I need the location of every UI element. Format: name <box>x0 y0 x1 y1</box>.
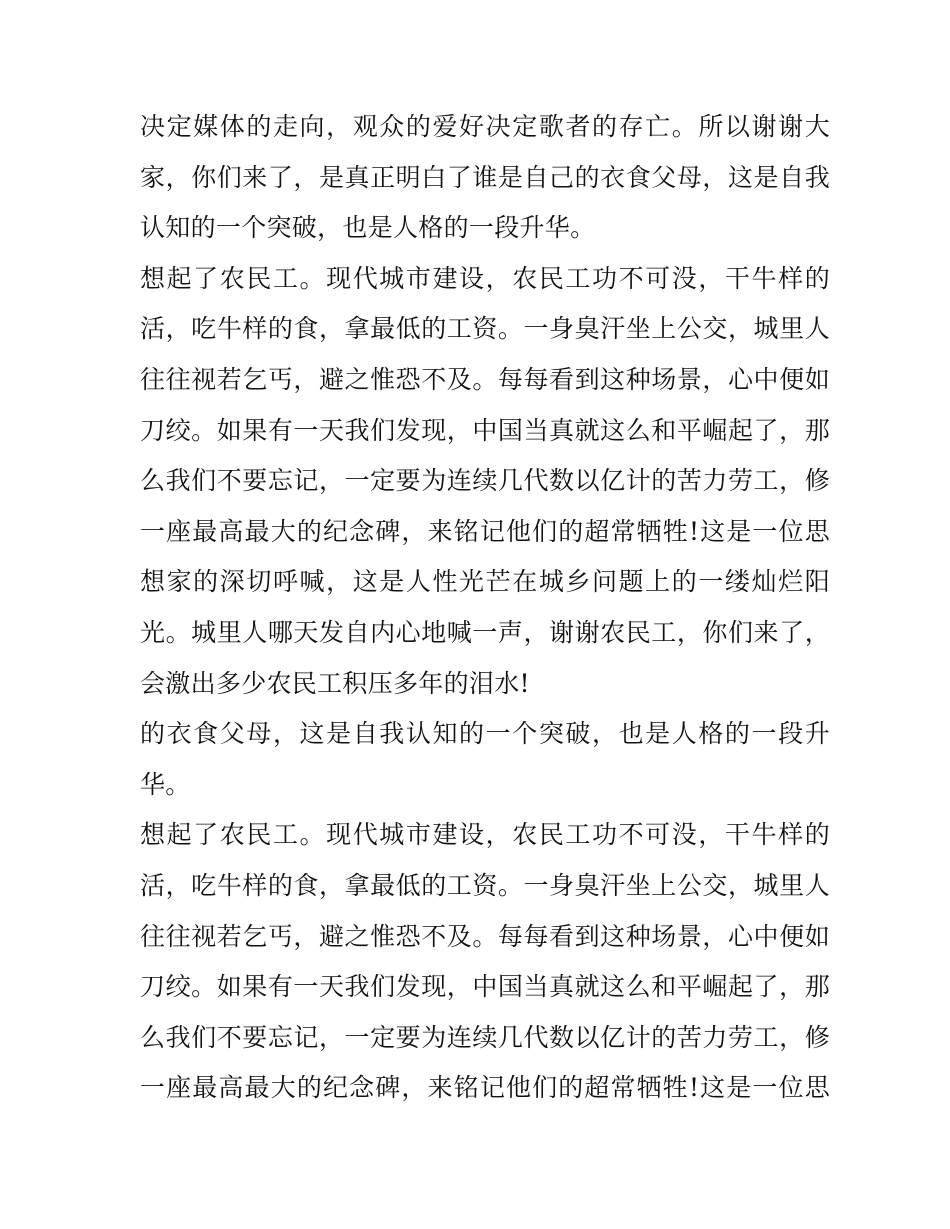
text-line-19: 么我们不要忘记，一定要为连续几代数以亿计的苦力劳工，修 <box>140 1022 830 1052</box>
body-text <box>140 102 830 1114</box>
text-line-2: 家，你们来了，是真正明白了谁是自己的衣食父母，这是自我 <box>140 162 830 192</box>
text-line-3: 认知的一个突破，也是人格的一段升华。 <box>140 213 596 243</box>
text-line-17: 往往视若乞丐，避之惟恐不及。每每看到这种场景，心中便如 <box>140 921 830 951</box>
text-line-11: 光。城里人哪天发自内心地喊一声，谢谢农民工，你们来了， <box>140 617 830 647</box>
text-line-18: 刀绞。如果有一天我们发现，中国当真就这么和平崛起了，那 <box>140 972 830 1002</box>
text-line-8: 么我们不要忘记，一定要为连续几代数以亿计的苦力劳工，修 <box>140 466 830 496</box>
text-line-20: 一座最高最大的纪念碑，来铭记他们的超常牺牲!这是一位思 <box>140 1073 830 1103</box>
text-line-16: 活，吃牛样的食，拿最低的工资。一身臭汗坐上公交，城里人 <box>140 870 830 900</box>
text-line-4: 想起了农民工。现代城市建设，农民工功不可没，干牛样的 <box>140 263 830 293</box>
text-line-9: 一座最高最大的纪念碑，来铭记他们的超常牺牲!这是一位思 <box>140 516 830 546</box>
text-line-10: 想家的深切呼喊，这是人性光芒在城乡问题上的一缕灿烂阳 <box>140 567 830 597</box>
text-line-13: 的衣食父母，这是自我认知的一个突破，也是人格的一段升 <box>140 719 830 749</box>
text-line-6: 往往视若乞丐，避之惟恐不及。每每看到这种场景，心中便如 <box>140 364 830 394</box>
text-line-15: 想起了农民工。现代城市建设，农民工功不可没，干牛样的 <box>140 820 830 850</box>
text-line-1: 决定媒体的走向，观众的爱好决定歌者的存亡。所以谢谢大 <box>140 112 830 141</box>
text-line-14: 华。 <box>140 769 191 799</box>
text-line-12: 会激出多少农民工积压多年的泪水! <box>140 668 530 698</box>
text-line-7: 刀绞。如果有一天我们发现，中国当真就这么和平崛起了，那 <box>140 415 830 445</box>
text-line-5: 活，吃牛样的食，拿最低的工资。一身臭汗坐上公交，城里人 <box>140 314 830 344</box>
